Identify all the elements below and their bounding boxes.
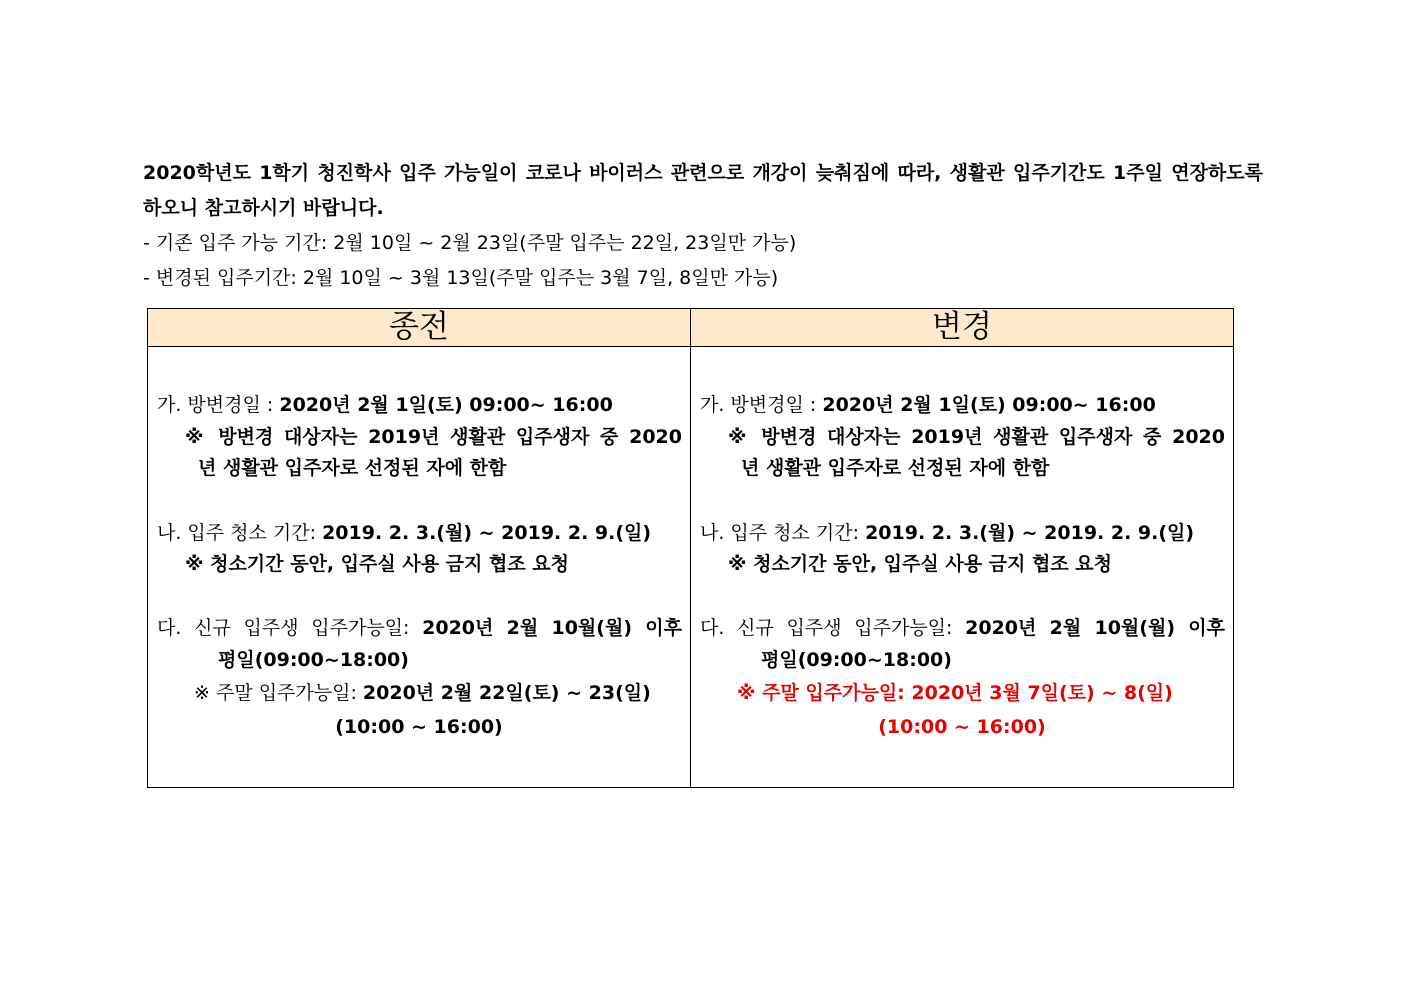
item-b-value: 2019. 2. 3.(월) ~ 2019. 2. 9.(일) xyxy=(322,522,652,544)
item-a-note-1: ※ 방변경 대상자는 2019년 생활관 입주생자 중 2020 xyxy=(728,426,1225,448)
item-c-label: 다. 신규 입주생 입주가능일: xyxy=(700,617,966,639)
item-b-value: 2019. 2. 3.(월) ~ 2019. 2. 9.(일) xyxy=(865,522,1195,544)
item-a-label: 가. 방변경일 : xyxy=(700,394,823,416)
comparison-table xyxy=(147,308,1234,788)
header-previous: 종전 xyxy=(148,309,691,347)
item-b-note: ※ 청소기간 동안, 입주실 사용 금지 협조 요청 xyxy=(185,553,570,575)
item-a-note-2: 년 생활관 입주자로 선정된 자에 한함 xyxy=(198,457,507,479)
item-b-label: 나. 입주 청소 기간: xyxy=(157,522,323,544)
item-c-weekday: 평일(09:00~18:00) xyxy=(218,649,409,671)
header-changed: 변경 xyxy=(691,309,1234,347)
item-a-note-1: ※ 방변경 대상자는 2019년 생활관 입주생자 중 2020 xyxy=(185,426,682,448)
item-b xyxy=(700,521,1194,545)
original-period: - 기존 입주 가능 기간: 2월 10일 ~ 2월 23일(주말 입주는 22일, 23일만 가능) xyxy=(143,232,797,254)
column-changed xyxy=(691,347,1234,788)
item-b xyxy=(157,521,651,545)
intro-paragraph: 2020학년도 1학기 청진학사 입주 가능일이 코로나 바이러스 관련으로 개강이 늦춰짐에 따라, 생활관 입주기간도 1주일 연장하도록 하오니 참고하시기 바랍니다. xyxy=(143,162,1263,219)
item-a-value: 2020년 2월 1일(토) 09:00~ 16:00 xyxy=(822,394,1156,416)
item-c-weekend-label: ※ 주말 입주가능일: xyxy=(737,682,912,704)
table-body-row xyxy=(148,347,1234,788)
item-c xyxy=(700,616,1225,640)
item-c-weekday: 평일(09:00~18:00) xyxy=(761,649,952,671)
item-c-label: 다. 신규 입주생 입주가능일: xyxy=(157,617,423,639)
item-c-value: 2020년 2월 10월(월) 이후 xyxy=(422,617,682,639)
item-c-weekend-value: 2020년 2월 22일(토) ~ 23(일) xyxy=(362,682,651,704)
item-b-label: 나. 입주 청소 기간: xyxy=(700,522,866,544)
item-a-label: 가. 방변경일 : xyxy=(157,394,280,416)
intro xyxy=(143,156,1263,296)
item-c-weekend-time: (10:00 ~ 16:00) xyxy=(335,716,503,738)
item-c-weekend-time: (10:00 ~ 16:00) xyxy=(878,716,1046,738)
item-c-weekend-value: 2020년 3월 7일(토) ~ 8(일) xyxy=(911,682,1173,704)
item-c-weekend xyxy=(194,681,651,705)
table-header-row xyxy=(148,309,1234,347)
item-c-weekend xyxy=(737,681,1173,705)
item-a-value: 2020년 2월 1일(토) 09:00~ 16:00 xyxy=(279,394,613,416)
changed-period: - 변경된 입주기간: 2월 10일 ~ 3월 13일(주말 입주는 3월 7일, 8일만 가능) xyxy=(143,267,779,289)
column-previous xyxy=(148,347,691,788)
item-a xyxy=(700,393,1156,417)
item-a-note-2: 년 생활관 입주자로 선정된 자에 한함 xyxy=(741,457,1050,479)
item-c-value: 2020년 2월 10월(월) 이후 xyxy=(965,617,1225,639)
item-c xyxy=(157,616,682,640)
item-c-weekend-label: ※ 주말 입주가능일: xyxy=(194,682,363,704)
item-b-note: ※ 청소기간 동안, 입주실 사용 금지 협조 요청 xyxy=(728,553,1113,575)
item-a xyxy=(157,393,613,417)
